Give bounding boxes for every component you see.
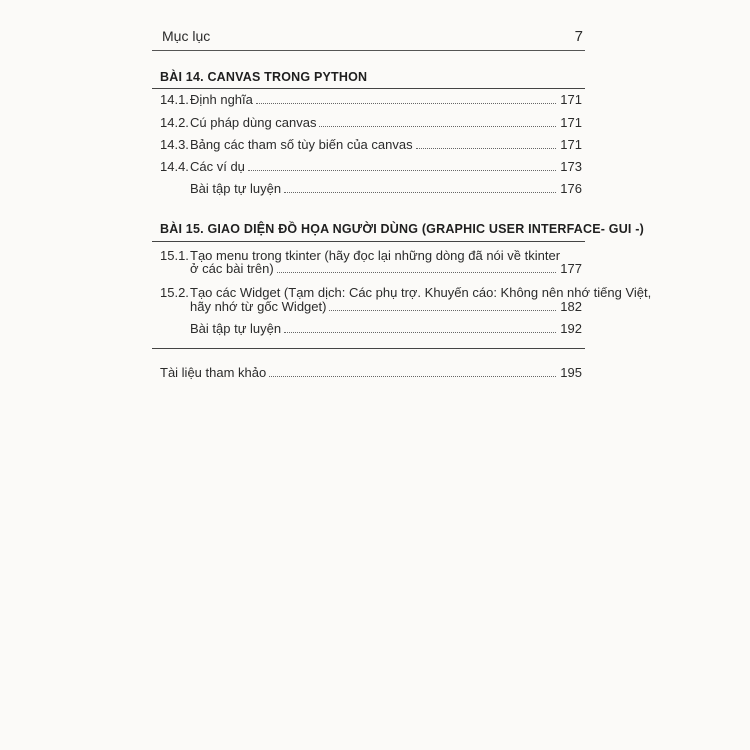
- running-header: [152, 28, 585, 48]
- toc-entry-14-4[interactable]: [160, 158, 582, 176]
- dot-leader: [416, 148, 557, 149]
- toc-entry-page: 192: [560, 321, 582, 336]
- toc-entry-title-line2: hãy nhớ từ gốc Widget): [190, 299, 327, 314]
- toc-entry-title: Tài liệu tham khảo: [160, 365, 267, 380]
- toc-entry-title: Các ví dụ: [190, 159, 245, 174]
- page-number: 7: [574, 28, 583, 45]
- running-title: Mục lục: [162, 28, 211, 44]
- dot-leader: [284, 332, 556, 333]
- toc-entry-page: 171: [560, 92, 582, 107]
- toc-entry-number: 15.2.: [160, 285, 189, 300]
- toc-entry-title: Cú pháp dùng canvas: [190, 115, 317, 130]
- section-heading-15: BÀI 15. GIAO DIỆN ĐỒ HỌA NGƯỜI DÙNG (GRAPHIC USER INTERFACE- GUI -): [160, 222, 644, 236]
- dot-leader: [329, 310, 556, 311]
- toc-entry-references[interactable]: [160, 364, 582, 382]
- toc-entry-page: 182: [560, 299, 582, 314]
- toc-entry-title: Bảng các tham số tùy biến của canvas: [190, 137, 413, 152]
- dot-leader: [284, 192, 556, 193]
- toc-entry-number: 14.4.: [160, 159, 189, 174]
- toc-entry-number: 14.3.: [160, 137, 189, 152]
- toc-entry-title-line1[interactable]: Tạo các Widget (Tạm dịch: Các phụ trợ. Khuyến cáo: Không nên nhớ tiếng Việt,: [190, 285, 652, 300]
- section-heading-14: BÀI 14. CANVAS TRONG PYTHON: [160, 70, 368, 84]
- toc-entry-page: 195: [560, 365, 582, 380]
- dot-leader: [256, 103, 556, 104]
- toc-entry-14-exercises[interactable]: [190, 180, 582, 198]
- toc-entry-title-line2: ở các bài trên): [190, 261, 274, 276]
- toc-entry-number: 14.1.: [160, 92, 189, 107]
- dot-leader: [277, 272, 557, 273]
- toc-entry-15-2[interactable]: [190, 298, 582, 316]
- toc-entry-number: 15.1.: [160, 248, 189, 263]
- toc-entry-title-line1[interactable]: Tạo menu trong tkinter (hãy đọc lại những dòng đã nói về tkinter: [190, 248, 561, 263]
- references-rule: [152, 348, 585, 349]
- toc-entry-title: Định nghĩa: [190, 92, 253, 107]
- toc-entry-title: Bài tập tự luyện: [190, 181, 282, 196]
- toc-entry-page: 176: [560, 181, 582, 196]
- toc-entry-page: 177: [560, 261, 582, 276]
- dot-leader: [248, 170, 556, 171]
- toc-entry-page: 171: [560, 137, 582, 152]
- toc-entry-title: Bài tập tự luyện: [190, 321, 282, 336]
- section-rule-15: [152, 241, 585, 242]
- toc-entry-page: 173: [560, 159, 582, 174]
- header-rule: [152, 50, 585, 51]
- toc-entry-page: 171: [560, 115, 582, 130]
- dot-leader: [269, 376, 556, 377]
- toc-entry-14-1[interactable]: [160, 91, 582, 109]
- toc-entry-15-1[interactable]: [190, 260, 582, 278]
- toc-entry-15-exercises[interactable]: [190, 320, 582, 338]
- toc-entry-number: 14.2.: [160, 115, 189, 130]
- toc-entry-14-2[interactable]: [160, 114, 582, 132]
- section-rule-14: [152, 88, 585, 89]
- dot-leader: [319, 126, 556, 127]
- toc-entry-14-3[interactable]: [160, 136, 582, 154]
